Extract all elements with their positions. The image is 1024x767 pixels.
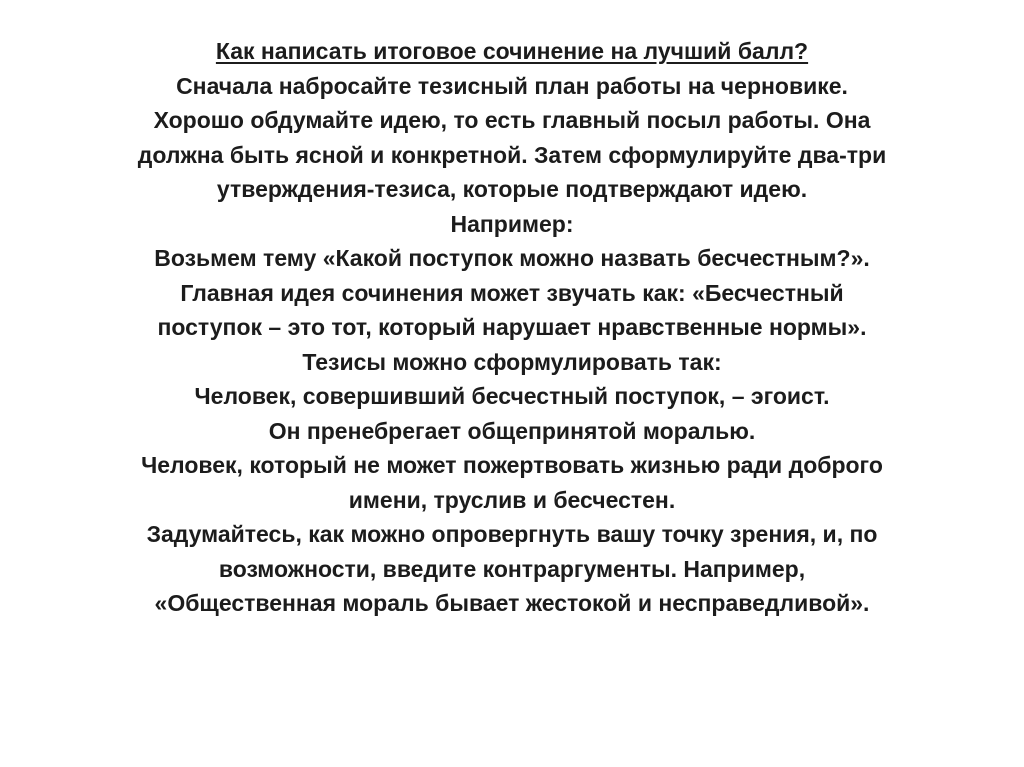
text-line: утверждения-тезиса, которые подтверждают идею. (216, 176, 808, 202)
text-line: Сначала набросайте тезисный план работы на черновике. (176, 72, 848, 99)
text-line: Например: (450, 210, 574, 237)
slide-title: Как написать итоговое сочинение на лучший балл? (215, 38, 809, 64)
text-line: возможности, введите контраргументы. Например, (218, 555, 806, 582)
slide-text-block (40, 34, 984, 621)
text-line: «Общественная мораль бывает жестокой и несправедливой». (154, 590, 870, 616)
text-line: Человек, совершивший бесчестный поступок, – эгоист. (194, 383, 830, 409)
text-line: Задумайтесь, как можно опровергнуть вашу точку зрения, и, по (146, 521, 878, 547)
text-line: Главная идея сочинения может звучать как: «Бесчестный (180, 279, 844, 306)
text-line: Тезисы можно сформулировать так: (302, 348, 722, 375)
text-line: Хорошо обдумайте идею, то есть главный посыл работы. Она (153, 107, 871, 133)
text-line: поступок – это тот, который нарушает нравственные нормы». (157, 314, 867, 340)
text-line: Человек, который не может пожертвовать жизнью ради доброго (141, 452, 883, 478)
text-line: Возьмем тему «Какой поступок можно назвать бесчестным?». (154, 245, 870, 271)
text-line: имени, труслив и бесчестен. (348, 486, 676, 513)
text-line: должна быть ясной и конкретной. Затем сформулируйте два-три (137, 141, 887, 168)
text-line: Он пренебрегает общепринятой моралью. (268, 417, 756, 444)
